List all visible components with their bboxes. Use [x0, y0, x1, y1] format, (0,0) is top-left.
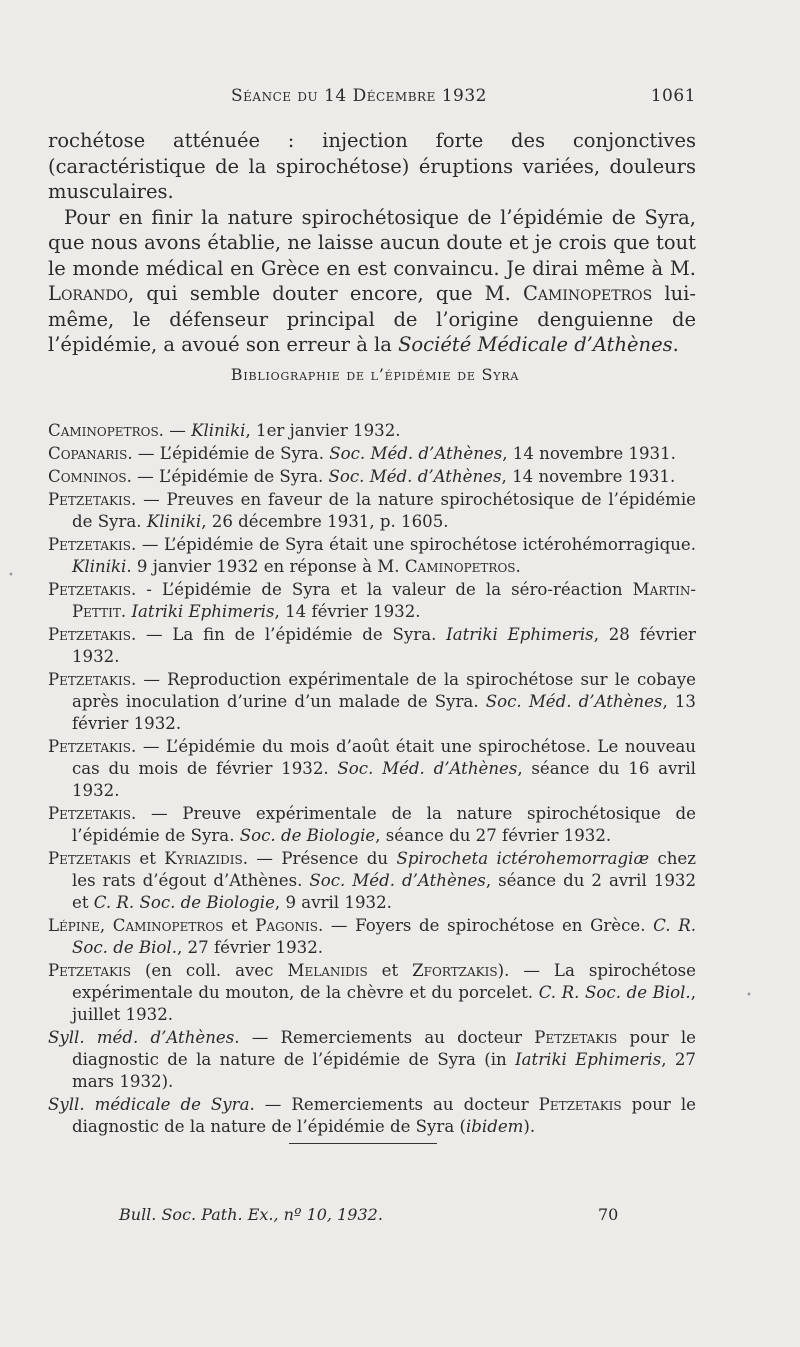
author-name: Petzetakis.: [48, 804, 137, 823]
author-name: Caminopetros: [522, 282, 653, 305]
author-name: Comninos.: [48, 467, 132, 486]
text-run: ).: [523, 1117, 536, 1136]
author-name: Caminopetros: [404, 557, 516, 576]
text-run: , 27 février 1932.: [177, 938, 324, 957]
text-run: ). — La spirochétose expérimentale du mouton, de la chèvre et du porcelet.: [72, 961, 696, 1002]
text-run: , 26 décembre 1931, p. 1605.: [201, 512, 449, 531]
author-name: Copanaris.: [48, 444, 133, 463]
author-name: Petzetakis: [534, 1028, 618, 1047]
author-name: Caminopetros: [112, 916, 224, 935]
italic-text: Syll. méd. d’Athènes: [48, 1028, 235, 1047]
text-run: . — Présence du: [242, 849, 397, 868]
text-run: —: [163, 421, 192, 440]
italic-text: Kliniki: [191, 421, 246, 440]
italic-text: C. R. Soc. de Biol.: [72, 916, 696, 957]
text-run: , 27 mars 1932).: [72, 1050, 696, 1091]
bibliography-entry: [48, 420, 696, 442]
bibliography-entry: [48, 803, 696, 847]
scan-speck: •: [746, 990, 752, 1001]
text-run: . — Remerciements au docteur: [234, 1028, 535, 1047]
bibliography-entry: [48, 736, 696, 802]
text-run: , juillet 1932.: [72, 983, 696, 1024]
page-number: 1061: [650, 86, 696, 106]
text-run: . — Remerciements au docteur: [249, 1095, 539, 1114]
text-run: — Reproduction expérimentale de la spirochétose sur le cobaye après inoculation d’urine d’un malade de Syra.: [72, 670, 696, 711]
bibliography-heading: Bibliographie de l’épidémie de Syra: [230, 365, 520, 384]
author-name: Lépine: [48, 916, 100, 935]
bibliography-entry: [48, 534, 696, 578]
text-run: chez les rats d’égout d’Athènes.: [72, 849, 696, 890]
italic-text: Soc. Méd. d’Athènes: [309, 871, 486, 890]
bibliography-entry: [48, 960, 696, 1026]
page-footer: [0, 1205, 800, 1227]
running-header: [48, 86, 696, 112]
text-run: lui-même, le défenseur principal de l’origine denguienne de l’épidémie, a avoué son erreur à la: [48, 282, 696, 356]
italic-text: Soc. de Biologie: [239, 826, 376, 845]
text-run: , 14 novembre 1931.: [502, 444, 676, 463]
text-run: — La fin de l’épidémie de Syra.: [136, 625, 447, 644]
paragraph: [48, 128, 696, 205]
text-run: , 13 février 1932.: [72, 692, 696, 733]
italic-text: Iatriki Ephimeris: [446, 625, 594, 644]
text-run: pour le diagnostic de la nature de l’épidémie de Syra (: [72, 1095, 697, 1136]
bibliography-entry: [48, 1094, 696, 1138]
author-name: Kyriazidis: [164, 849, 243, 868]
text-run: — L’épidémie de Syra était une spirochétose ictérohémorragique.: [136, 535, 696, 554]
bibliography-entry: [48, 624, 696, 668]
text-run: et: [223, 916, 256, 935]
italic-text: Syll. médicale de Syra: [48, 1095, 250, 1114]
body-text: [48, 128, 696, 358]
author-name: Petzetakis: [538, 1095, 622, 1114]
text-run: . — Foyers de spirochétose en Grèce.: [317, 916, 654, 935]
author-name: Petzetakis: [48, 961, 131, 980]
author-name: Martin-Pettit: [72, 580, 696, 621]
text-run: , 14 février 1932.: [274, 602, 421, 621]
author-name: Melanidis: [287, 961, 368, 980]
text-run: , 1er janvier 1932.: [245, 421, 401, 440]
text-run: Pour en finir la nature spirochétosique de l’épidémie de Syra, que nous avons établie, ne laisse aucun doute et je crois que tout le monde médical en Grèce en est convaincu. Je dirai même à M.: [48, 205, 696, 280]
text-run: , séance du 16 avril 1932.: [72, 759, 696, 800]
italic-text: Kliniki: [146, 512, 202, 531]
section-rule: [289, 1143, 437, 1144]
bibliography-entry: [48, 1027, 696, 1093]
text-run: , 14 novembre 1931.: [501, 467, 676, 486]
bibliography-entry: [48, 669, 696, 735]
footer-journal-ref: Bull. Soc. Path. Ex., nº 10, 1932.: [119, 1205, 383, 1224]
text-run: — Preuve expérimentale de la nature spirochétosique de l’épidémie de Syra.: [72, 804, 696, 845]
text-run: et: [130, 849, 165, 868]
author-name: Petzetakis.: [48, 580, 137, 599]
text-run: et: [367, 961, 413, 980]
italic-text: Soc. Méd. d’Athènes: [329, 444, 503, 463]
text-run: — L’épidémie de Syra.: [132, 444, 330, 463]
text-run: . 9 janvier 1932 en réponse à M.: [126, 557, 405, 576]
author-name: Lorando: [48, 282, 129, 305]
italic-text: Iatriki Ephimeris: [131, 602, 275, 621]
text-run: , séance du 2 avril 1932 et: [72, 871, 697, 912]
text-run: , 9 avril 1932.: [274, 893, 392, 912]
text-run: , 28 février 1932.: [72, 625, 696, 666]
scan-speck: •: [8, 570, 14, 581]
italic-text: Kliniki: [72, 557, 127, 576]
italic-text: Soc. Méd. d’Athènes: [337, 759, 518, 778]
author-name: Zfortzakis: [412, 961, 498, 980]
author-name: Petzetakis.: [48, 625, 137, 644]
text-run: - L’épidémie de Syra et la valeur de la séro-réaction: [136, 580, 633, 599]
text-run: ,: [99, 916, 113, 935]
text-run: pour le diagnostic de la nature de l’épidémie de Syra (in: [72, 1028, 696, 1069]
author-name: Caminopetros.: [48, 421, 164, 440]
bibliography-entry: [48, 848, 696, 914]
footer-sheet-number: 70: [598, 1205, 619, 1224]
bibliography-entry: [48, 489, 696, 533]
text-run: — L’épidémie de Syra.: [131, 467, 329, 486]
text-run: .: [515, 557, 521, 576]
author-name: Petzetakis.: [48, 535, 137, 554]
italic-text: Soc. Méd. d’Athènes: [328, 467, 502, 486]
author-name: Petzetakis: [48, 849, 131, 868]
italic-text: Spirocheta ictérohemorragiæ: [396, 849, 650, 868]
text-run: .: [120, 602, 132, 621]
text-run: rochétose atténuée : injection forte des conjonctives (caractéristique de la spirochétose) éruptions variées, douleurs musculaires.: [48, 129, 696, 203]
text-run: , qui semble douter encore, que M.: [128, 282, 523, 305]
bibliography-entry: [48, 579, 696, 623]
bibliography-entry: [48, 466, 696, 488]
italic-text: Iatriki Ephimeris: [515, 1050, 662, 1069]
author-name: Petzetakis.: [48, 490, 137, 509]
text-run: , séance du 27 février 1932.: [375, 826, 612, 845]
text-run: .: [672, 333, 679, 356]
italic-text: C. R. Soc. de Biologie: [93, 893, 275, 912]
italic-text: Soc. Méd. d’Athènes: [485, 692, 663, 711]
author-name: Pagonis: [255, 916, 318, 935]
italic-text: Société Médicale d’Athènes: [398, 333, 673, 356]
bibliography-entry: [48, 915, 696, 959]
author-name: Petzetakis.: [48, 670, 137, 689]
bibliography-list: [48, 420, 696, 1139]
running-title: Séance du 14 Décembre 1932: [231, 86, 487, 106]
text-run: — L’épidémie du mois d’août était une spirochétose. Le nouveau cas du mois de février 1932.: [72, 737, 696, 778]
bibliography-entry: [48, 443, 696, 465]
italic-text: ibidem: [466, 1117, 524, 1136]
author-name: Petzetakis.: [48, 737, 137, 756]
italic-text: C. R. Soc. de Biol.: [538, 983, 691, 1002]
paragraph: [48, 205, 696, 358]
text-run: (en coll. avec: [130, 961, 288, 980]
text-run: — Preuves en faveur de la nature spirochétosique de l’épidémie de Syra.: [72, 490, 696, 531]
